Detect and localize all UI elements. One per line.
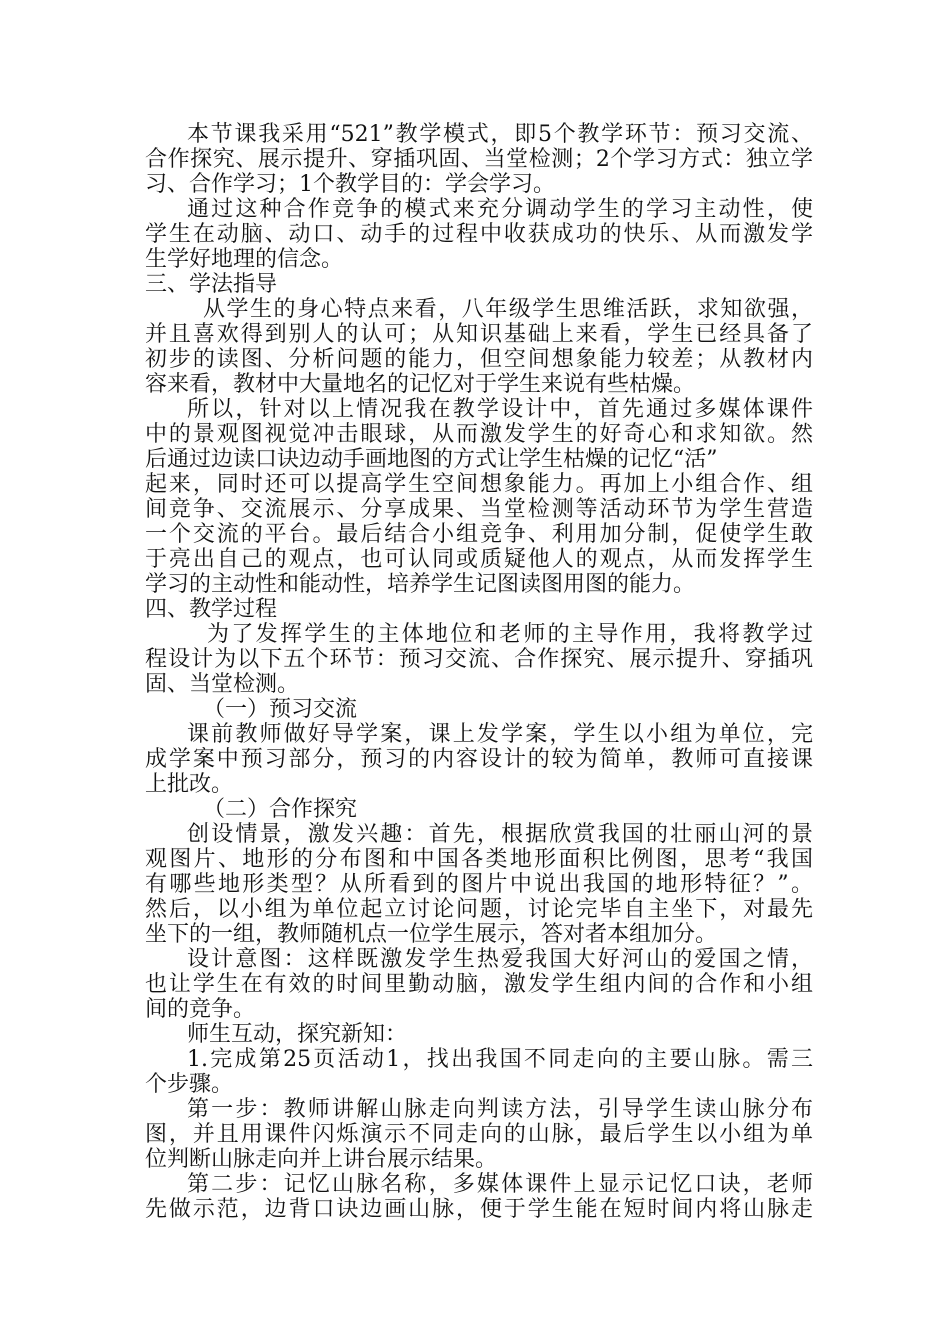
text-line: 坐下的一组，教师随机点一位学生展示，答对者本组加分。 xyxy=(145,922,718,947)
text-line: 合作探究、展示提升、穿插巩固、当堂检测；2个学习方式：独立学 xyxy=(145,147,813,172)
text-line: 间的竞争。 xyxy=(145,997,256,1022)
text-line: 第一步：教师讲解山脉走向判读方法，引导学生读山脉分布 xyxy=(187,1097,813,1122)
text-line: 创设情景，激发兴趣：首先，根据欣赏我国的壮丽山河的景 xyxy=(187,822,813,847)
text-line: 生学好地理的信念。 xyxy=(145,247,344,272)
text-line: 先做示范，边背口诀边画山脉，便于学生能在短时间内将山脉走 xyxy=(145,1197,813,1222)
text-line: 观图片、地形的分布图和中国各类地形面积比例图，思考“我国 xyxy=(145,847,813,872)
text-line: 为了发挥学生的主体地位和老师的主导作用，我将教学过 xyxy=(207,622,813,647)
text-line: 有哪些地形类型？从所看到的图片中说出我国的地形特征？”。 xyxy=(145,872,813,897)
text-line: 从学生的身心特点来看，八年级学生思维活跃，求知欲强， xyxy=(203,297,813,322)
text-line: 间竞争、交流展示、分享成果、当堂检测等活动环节为学生营造 xyxy=(145,497,813,522)
text-line: 于亮出自己的观点，也可认同或质疑他人的观点，从而发挥学生 xyxy=(145,547,813,572)
text-line: 设计意图：这样既激发学生热爱我国大好河山的爱国之情， xyxy=(187,947,813,972)
text-line: 容来看，教材中大量地名的记忆对于学生来说有些枯燥。 xyxy=(145,372,696,397)
text-line: 成学案中预习部分，预习的内容设计的较为简单，教师可直接课 xyxy=(145,747,813,772)
text-line: 习、合作学习；1个教学目的：学会学习。 xyxy=(145,172,555,197)
text-line: 三、学法指导 xyxy=(145,272,278,297)
text-line: （一）预习交流 xyxy=(203,697,358,722)
text-line: 所以，针对以上情况我在教学设计中，首先通过多媒体课件 xyxy=(187,397,813,422)
text-line: 固、当堂检测。 xyxy=(145,672,300,697)
text-line: 1.完成第25页活动1，找出我国不同走向的主要山脉。需三 xyxy=(187,1047,813,1072)
document-body xyxy=(145,122,813,1222)
text-line: 后通过边读口诀边动手画地图的方式让学生枯燥的记忆“活” xyxy=(145,447,718,472)
text-line: 上批改。 xyxy=(145,772,234,797)
text-line: 通过这种合作竞争的模式来充分调动学生的学习主动性，使 xyxy=(187,197,813,222)
text-line: 中的景观图视觉冲击眼球，从而激发学生的好奇心和求知欲。然 xyxy=(145,422,813,447)
text-line: 初步的读图、分析问题的能力，但空间想象能力较差；从教材内 xyxy=(145,347,813,372)
text-line: 本节课我采用“521”教学模式，即5个教学环节：预习交流、 xyxy=(187,122,813,147)
text-line: 程设计为以下五个环节：预习交流、合作探究、展示提升、穿插巩 xyxy=(145,647,813,672)
text-line: 师生互动，探究新知： xyxy=(187,1022,408,1047)
text-line: 图，并且用课件闪烁演示不同走向的山脉，最后学生以小组为单 xyxy=(145,1122,813,1147)
text-line: 个步骤。 xyxy=(145,1072,234,1097)
text-line: 也让学生在有效的时间里勤动脑，激发学生组内间的合作和小组 xyxy=(145,972,813,997)
text-line: 然后，以小组为单位起立讨论问题，讨论完毕自主坐下，对最先 xyxy=(145,897,813,922)
text-line: 起来，同时还可以提高学生空间想象能力。再加上小组合作、组 xyxy=(145,472,813,497)
text-line: 四、教学过程 xyxy=(145,597,278,622)
text-line: 一个交流的平台。最后结合小组竞争、利用加分制，促使学生敢 xyxy=(145,522,813,547)
text-line: 学习的主动性和能动性，培养学生记图读图用图的能力。 xyxy=(145,572,696,597)
text-line: 学生在动脑、动口、动手的过程中收获成功的快乐、从而激发学 xyxy=(145,222,813,247)
text-line: 并且喜欢得到别人的认可；从知识基础上来看，学生已经具备了 xyxy=(145,322,813,347)
text-line: 第二步：记忆山脉名称，多媒体课件上显示记忆口诀，老师 xyxy=(187,1172,813,1197)
text-line: 课前教师做好导学案，课上发学案，学生以小组为单位，完 xyxy=(187,722,813,747)
text-line: （二）合作探究 xyxy=(203,797,358,822)
text-line: 位判断山脉走向并上讲台展示结果。 xyxy=(145,1147,498,1172)
